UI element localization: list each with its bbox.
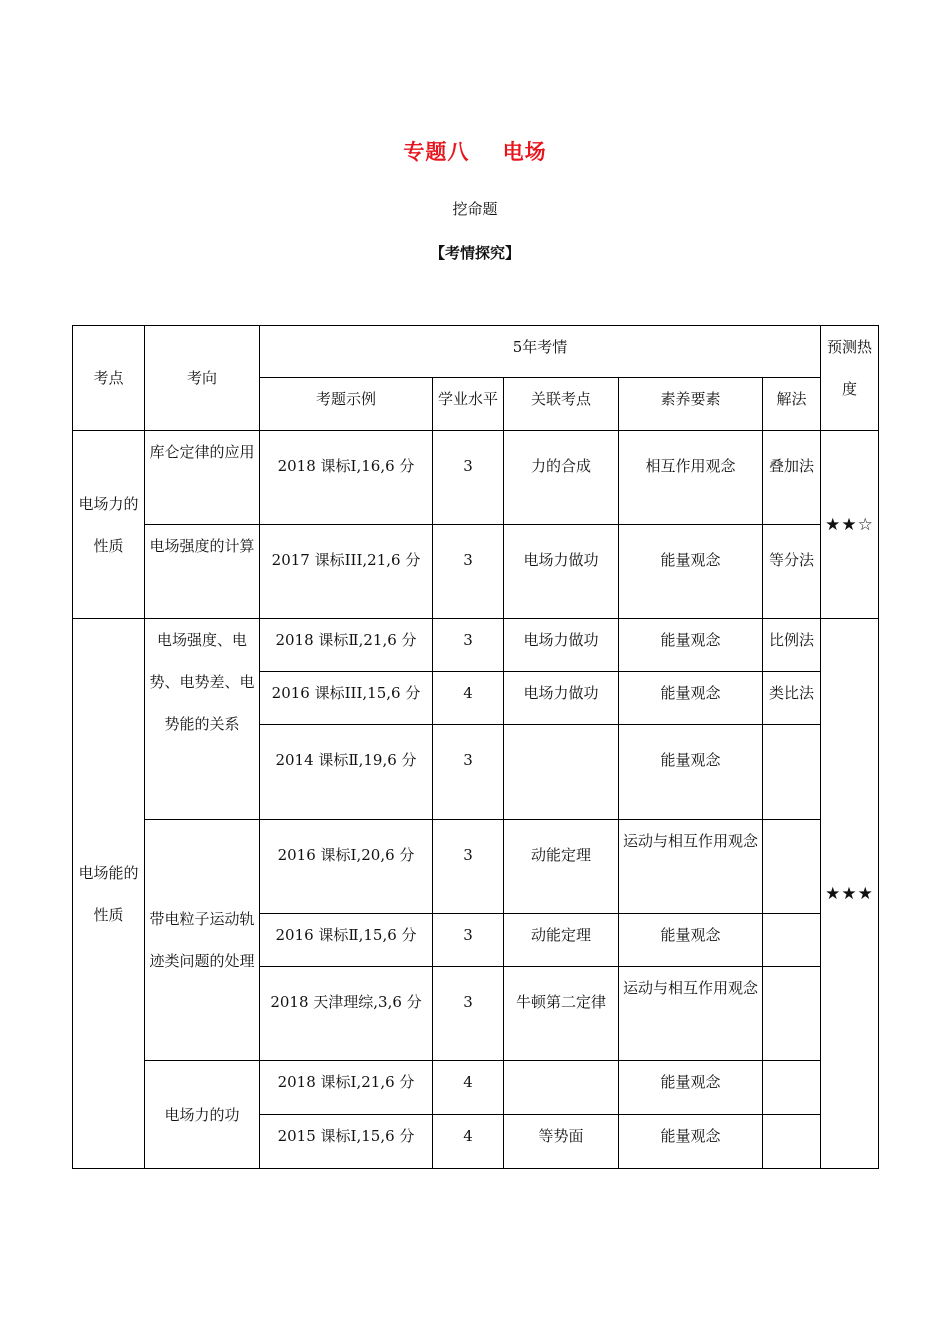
method-cell: 类比法 [763, 672, 821, 725]
method-cell [763, 725, 821, 820]
example-cell: 2016 课标Ⅰ,20,6 分 [260, 820, 433, 914]
header-kaoxiang: 考向 [145, 326, 260, 431]
table-row [73, 1061, 879, 1115]
table-row [73, 525, 879, 619]
method-cell [763, 820, 821, 914]
header-row [73, 326, 879, 378]
page-subtitle: 挖命题 [452, 200, 498, 218]
literacy-cell: 运动与相互作用观念 [619, 967, 763, 1061]
related-cell: 电场力做功 [504, 672, 619, 725]
example-cell: 2016 课标Ⅱ,15,6 分 [260, 914, 433, 967]
example-cell: 2015 课标Ⅰ,15,6 分 [260, 1115, 433, 1169]
level-cell: 3 [433, 525, 504, 619]
level-cell: 3 [433, 820, 504, 914]
kaodian-cell: 电场能的性质 [73, 619, 145, 1169]
level-cell: 4 [433, 1115, 504, 1169]
level-cell: 3 [433, 725, 504, 820]
kaoxiang-cell: 带电粒子运动轨迹类问题的处理 [145, 820, 260, 1061]
example-cell: 2018 课标Ⅰ,16,6 分 [260, 431, 433, 525]
literacy-cell: 相互作用观念 [619, 431, 763, 525]
example-cell: 2018 天津理综,3,6 分 [260, 967, 433, 1061]
page-title: 专题八 电场 [403, 140, 547, 164]
related-cell: 动能定理 [504, 914, 619, 967]
header-method: 解法 [763, 378, 821, 431]
literacy-cell: 能量观念 [619, 914, 763, 967]
method-cell [763, 1061, 821, 1115]
level-cell: 3 [433, 619, 504, 672]
example-cell: 2018 课标Ⅱ,21,6 分 [260, 619, 433, 672]
kaoxiang-cell: 电场力的功 [145, 1061, 260, 1169]
table-row [73, 820, 879, 914]
literacy-cell: 能量观念 [619, 672, 763, 725]
header-forecast: 预测热度 [821, 326, 879, 431]
header-example: 考题示例 [260, 378, 433, 431]
related-cell: 力的合成 [504, 431, 619, 525]
method-cell [763, 1115, 821, 1169]
method-cell: 比例法 [763, 619, 821, 672]
example-cell: 2014 课标Ⅱ,19,6 分 [260, 725, 433, 820]
method-cell [763, 967, 821, 1061]
literacy-cell: 能量观念 [619, 1115, 763, 1169]
method-cell: 叠加法 [763, 431, 821, 525]
literacy-cell: 能量观念 [619, 725, 763, 820]
related-cell: 电场力做功 [504, 619, 619, 672]
literacy-cell: 能量观念 [619, 619, 763, 672]
heat-rating: ★★★ [821, 619, 879, 1169]
method-cell [763, 914, 821, 967]
level-cell: 3 [433, 431, 504, 525]
level-cell: 4 [433, 1061, 504, 1115]
literacy-cell: 运动与相互作用观念 [619, 820, 763, 914]
level-cell: 3 [433, 914, 504, 967]
kaodian-cell: 电场力的性质 [73, 431, 145, 619]
related-cell [504, 1061, 619, 1115]
heat-rating: ★★☆ [821, 431, 879, 619]
section-heading: 【考情探究】 [429, 244, 520, 262]
example-cell: 2017 课标III,21,6 分 [260, 525, 433, 619]
level-cell: 4 [433, 672, 504, 725]
example-cell: 2018 课标Ⅰ,21,6 分 [260, 1061, 433, 1115]
related-cell: 动能定理 [504, 820, 619, 914]
related-cell: 牛顿第二定律 [504, 967, 619, 1061]
related-cell: 电场力做功 [504, 525, 619, 619]
table-row [73, 431, 879, 525]
literacy-cell: 能量观念 [619, 525, 763, 619]
kaoxiang-cell: 电场强度、电势、电势差、电势能的关系 [145, 619, 260, 820]
table-row [73, 619, 879, 672]
example-cell: 2016 课标III,15,6 分 [260, 672, 433, 725]
header-literacy: 素养要素 [619, 378, 763, 431]
literacy-cell: 能量观念 [619, 1061, 763, 1115]
related-cell: 等势面 [504, 1115, 619, 1169]
kaoxiang-cell: 电场强度的计算 [145, 525, 260, 619]
method-cell: 等分法 [763, 525, 821, 619]
header-five-years: 5年考情 [260, 326, 821, 378]
exam-analysis-table [72, 325, 879, 1169]
header-kaodian: 考点 [73, 326, 145, 431]
related-cell [504, 725, 619, 820]
header-related: 关联考点 [504, 378, 619, 431]
kaoxiang-cell: 库仑定律的应用 [145, 431, 260, 525]
level-cell: 3 [433, 967, 504, 1061]
header-level: 学业水平 [433, 378, 504, 431]
